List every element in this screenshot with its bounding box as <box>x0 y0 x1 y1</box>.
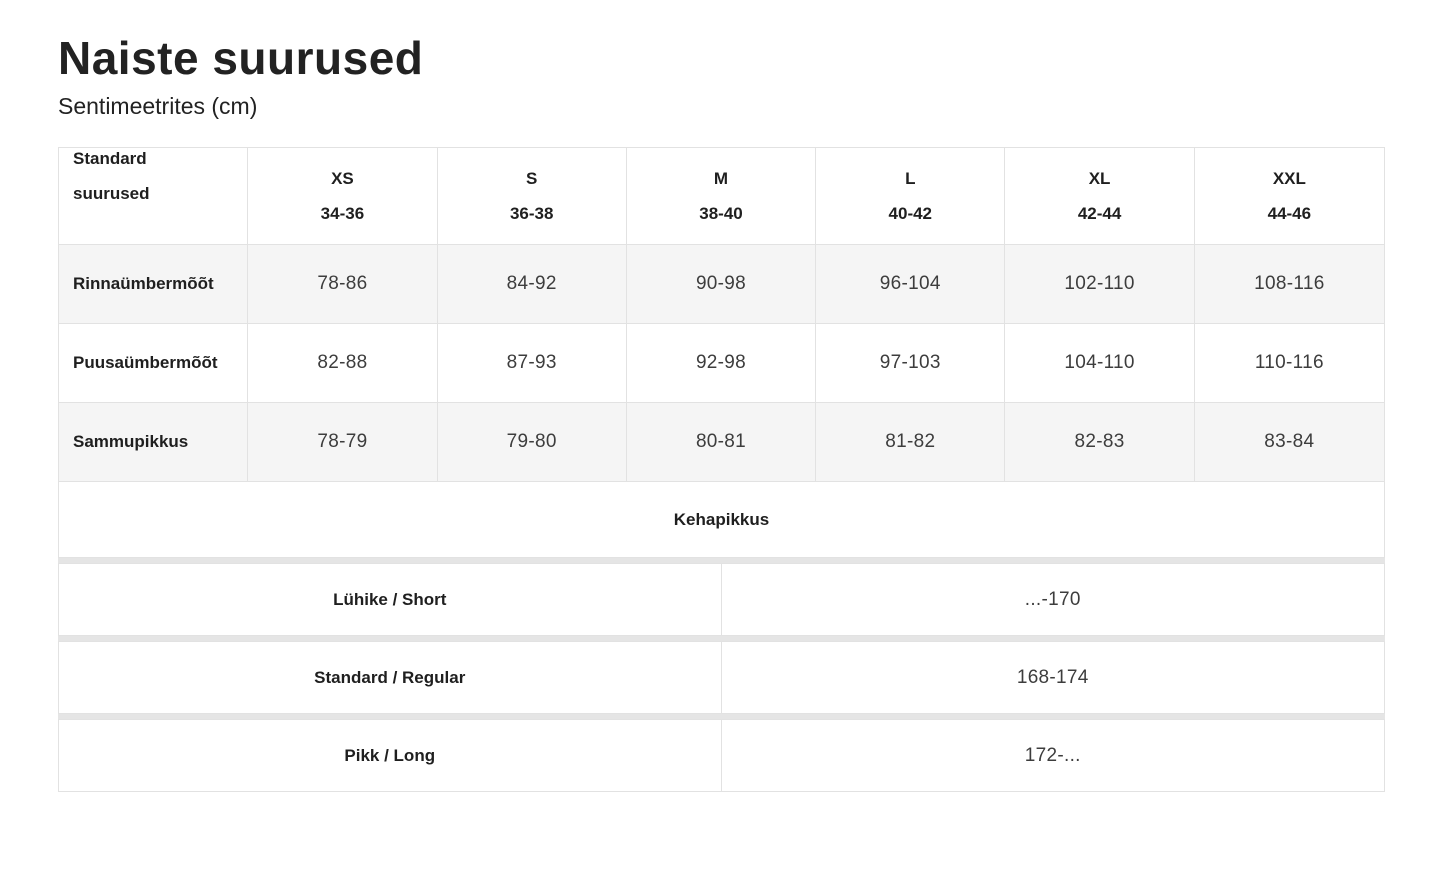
size-code: XL <box>1088 169 1111 188</box>
size-value-cell: 84-92 <box>438 245 627 324</box>
size-value-cell: 79-80 <box>438 403 627 482</box>
size-range: 36-38 <box>509 204 554 223</box>
size-value-cell: 81-82 <box>816 403 1005 482</box>
row-label-cell: Puusaümbermõõt <box>59 324 248 403</box>
size-range: 34-36 <box>320 204 365 223</box>
size-value-cell: 78-79 <box>248 403 437 482</box>
body-length-header-cell: Kehapikkus <box>59 482 1384 557</box>
header-size-cell <box>248 148 437 245</box>
header-size-cell <box>1195 148 1384 245</box>
header-label-line1: Standard <box>73 149 147 168</box>
length-row <box>58 563 1385 636</box>
length-label-cell: Standard / Regular <box>59 642 722 713</box>
size-value-cell: 87-93 <box>438 324 627 403</box>
size-code: S <box>526 169 538 188</box>
size-value-cell: 80-81 <box>627 403 816 482</box>
header-label-line2: suurused <box>73 184 150 203</box>
size-code: XS <box>331 169 354 188</box>
length-label-cell: Pikk / Long <box>59 720 722 791</box>
page-subtitle: Sentimeetrites (cm) <box>58 93 258 119</box>
length-row <box>58 719 1385 792</box>
size-value-cell: 82-88 <box>248 324 437 403</box>
size-range: 42-44 <box>1077 204 1122 223</box>
size-value-cell: 83-84 <box>1195 403 1384 482</box>
size-value-cell: 90-98 <box>627 245 816 324</box>
size-value-cell: 104-110 <box>1005 324 1194 403</box>
size-code: M <box>713 169 729 188</box>
length-label-cell: Lühike / Short <box>59 564 722 635</box>
size-value-cell: 110-116 <box>1195 324 1384 403</box>
header-label-cell <box>59 148 248 245</box>
length-value-cell: 172-... <box>722 720 1385 791</box>
size-code: L <box>905 169 916 188</box>
size-code: XXL <box>1272 169 1306 188</box>
size-range: 38-40 <box>699 204 743 223</box>
size-value-cell: 96-104 <box>816 245 1005 324</box>
size-value-cell: 78-86 <box>248 245 437 324</box>
header-size-cell <box>627 148 816 245</box>
size-chart-section <box>58 0 1385 792</box>
header-size-cell <box>1005 148 1194 245</box>
row-label-cell: Sammupikkus <box>59 403 248 482</box>
header-size-cell <box>438 148 627 245</box>
length-row <box>58 641 1385 714</box>
size-value-cell: 102-110 <box>1005 245 1194 324</box>
length-value-cell: 168-174 <box>722 642 1385 713</box>
page-title: Naiste suurused <box>58 32 424 84</box>
size-table <box>58 147 1385 792</box>
standard-sizes-table <box>58 147 1385 558</box>
size-value-cell: 97-103 <box>816 324 1005 403</box>
header-size-cell <box>816 148 1005 245</box>
row-label-cell: Rinnaümbermõõt <box>59 245 248 324</box>
length-value-cell: ...-170 <box>722 564 1385 635</box>
size-value-cell: 92-98 <box>627 324 816 403</box>
size-value-cell: 82-83 <box>1005 403 1194 482</box>
size-range: 44-46 <box>1267 204 1312 223</box>
size-value-cell: 108-116 <box>1195 245 1384 324</box>
size-range: 40-42 <box>888 204 933 223</box>
